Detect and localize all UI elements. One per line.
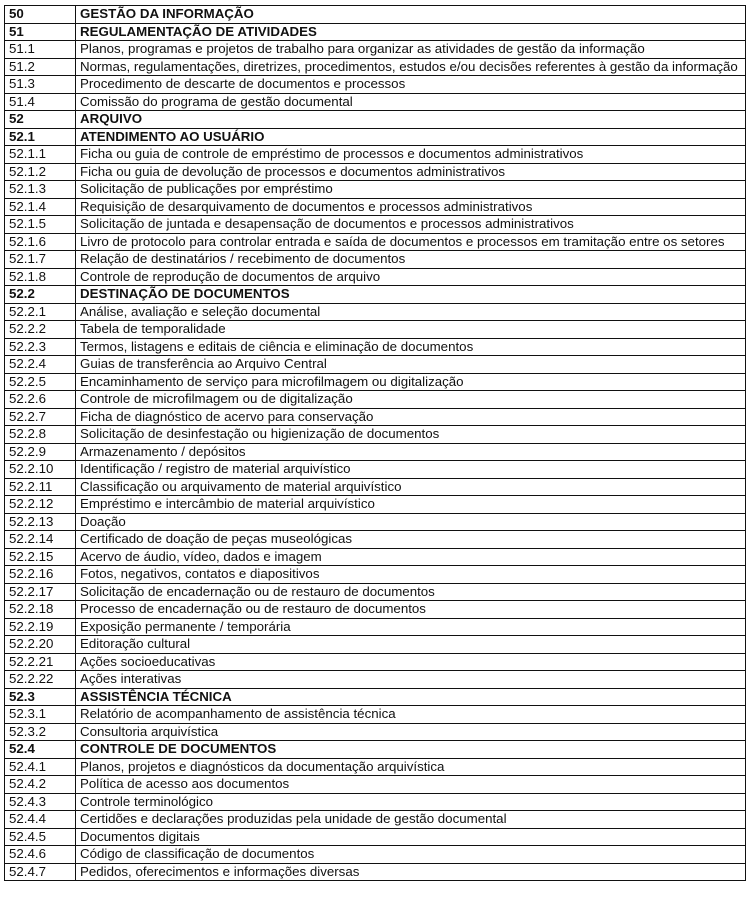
classification-table	[4, 5, 746, 881]
section-heading-row	[5, 688, 746, 706]
table-row	[5, 216, 746, 234]
item-description: Acervo de áudio, vídeo, dados e imagem	[76, 548, 746, 566]
classification-code: 52.1.2	[5, 163, 76, 181]
classification-code: 51	[5, 23, 76, 41]
item-description: Pedidos, oferecimentos e informações diversas	[76, 863, 746, 881]
table-row	[5, 181, 746, 199]
classification-code: 52.2.17	[5, 583, 76, 601]
section-title: DESTINAÇÃO DE DOCUMENTOS	[76, 286, 746, 304]
classification-code: 52.2.22	[5, 671, 76, 689]
table-row	[5, 251, 746, 269]
classification-code: 52.2	[5, 286, 76, 304]
item-description: Livro de protocolo para controlar entrada e saída de documentos e processos em tramitação entre os setores	[76, 233, 746, 251]
table-row	[5, 478, 746, 496]
classification-code: 50	[5, 6, 76, 24]
classification-code: 52.2.13	[5, 513, 76, 531]
item-description: Relação de destinatários / recebimento de documentos	[76, 251, 746, 269]
classification-code: 52.2.15	[5, 548, 76, 566]
classification-table-body	[5, 6, 746, 881]
section-title: GESTÃO DA INFORMAÇÃO	[76, 6, 746, 24]
table-row	[5, 93, 746, 111]
item-description: Encaminhamento de serviço para microfilmagem ou digitalização	[76, 373, 746, 391]
item-description: Análise, avaliação e seleção documental	[76, 303, 746, 321]
classification-code: 52.4.2	[5, 776, 76, 794]
item-description: Solicitação de juntada e desapensação de documentos e processos administrativos	[76, 216, 746, 234]
classification-code: 52.3.1	[5, 706, 76, 724]
classification-code: 52.2.10	[5, 461, 76, 479]
classification-code: 52.2.8	[5, 426, 76, 444]
table-row	[5, 443, 746, 461]
table-row	[5, 548, 746, 566]
classification-code: 52.4.5	[5, 828, 76, 846]
classification-code: 52.2.18	[5, 601, 76, 619]
table-row	[5, 163, 746, 181]
item-description: Processo de encadernação ou de restauro de documentos	[76, 601, 746, 619]
table-row	[5, 338, 746, 356]
item-description: Solicitação de encadernação ou de restauro de documentos	[76, 583, 746, 601]
classification-code: 52.1.3	[5, 181, 76, 199]
table-row	[5, 356, 746, 374]
item-description: Ações socioeducativas	[76, 653, 746, 671]
table-row	[5, 76, 746, 94]
section-heading-row	[5, 111, 746, 129]
table-row	[5, 793, 746, 811]
section-heading-row	[5, 23, 746, 41]
item-description: Exposição permanente / temporária	[76, 618, 746, 636]
table-row	[5, 706, 746, 724]
table-row	[5, 321, 746, 339]
item-description: Consultoria arquivística	[76, 723, 746, 741]
table-row	[5, 496, 746, 514]
item-description: Ficha ou guia de controle de empréstimo de processos e documentos administrativos	[76, 146, 746, 164]
table-row	[5, 513, 746, 531]
item-description: Identificação / registro de material arquivístico	[76, 461, 746, 479]
item-description: Solicitação de desinfestação ou higienização de documentos	[76, 426, 746, 444]
classification-code: 51.2	[5, 58, 76, 76]
classification-code: 52.4.6	[5, 846, 76, 864]
classification-code: 52.4.3	[5, 793, 76, 811]
table-row	[5, 373, 746, 391]
table-row	[5, 41, 746, 59]
classification-code: 52.4.7	[5, 863, 76, 881]
classification-code: 52.1.4	[5, 198, 76, 216]
classification-code: 52.1.8	[5, 268, 76, 286]
classification-code: 52.3	[5, 688, 76, 706]
item-description: Certificado de doação de peças museológicas	[76, 531, 746, 549]
item-description: Empréstimo e intercâmbio de material arquivístico	[76, 496, 746, 514]
classification-code: 52.3.2	[5, 723, 76, 741]
table-row	[5, 601, 746, 619]
item-description: Controle de microfilmagem ou de digitalização	[76, 391, 746, 409]
table-row	[5, 776, 746, 794]
item-description: Ficha de diagnóstico de acervo para conservação	[76, 408, 746, 426]
classification-code: 52.2.5	[5, 373, 76, 391]
item-description: Comissão do programa de gestão documental	[76, 93, 746, 111]
table-row	[5, 146, 746, 164]
classification-code: 52	[5, 111, 76, 129]
classification-code: 52.4	[5, 741, 76, 759]
item-description: Termos, listagens e editais de ciência e eliminação de documentos	[76, 338, 746, 356]
classification-code: 52.1	[5, 128, 76, 146]
table-row	[5, 391, 746, 409]
table-row	[5, 846, 746, 864]
table-row	[5, 758, 746, 776]
table-row	[5, 811, 746, 829]
classification-code: 52.2.2	[5, 321, 76, 339]
classification-code: 51.3	[5, 76, 76, 94]
item-description: Doação	[76, 513, 746, 531]
table-row	[5, 828, 746, 846]
classification-code: 52.2.11	[5, 478, 76, 496]
table-row	[5, 426, 746, 444]
classification-code: 52.2.9	[5, 443, 76, 461]
classification-code: 52.2.14	[5, 531, 76, 549]
item-description: Controle de reprodução de documentos de arquivo	[76, 268, 746, 286]
section-heading-row	[5, 286, 746, 304]
classification-code: 51.4	[5, 93, 76, 111]
section-heading-row	[5, 128, 746, 146]
item-description: Armazenamento / depósitos	[76, 443, 746, 461]
item-description: Normas, regulamentações, diretrizes, procedimentos, estudos e/ou decisões referentes à gestão da informação	[76, 58, 746, 76]
classification-code: 52.2.6	[5, 391, 76, 409]
classification-code: 52.2.21	[5, 653, 76, 671]
section-title: CONTROLE DE DOCUMENTOS	[76, 741, 746, 759]
classification-code: 52.2.19	[5, 618, 76, 636]
section-heading-row	[5, 6, 746, 24]
classification-code: 52.4.1	[5, 758, 76, 776]
table-row	[5, 58, 746, 76]
item-description: Procedimento de descarte de documentos e processos	[76, 76, 746, 94]
table-row	[5, 531, 746, 549]
classification-code: 52.2.16	[5, 566, 76, 584]
table-row	[5, 723, 746, 741]
table-row	[5, 863, 746, 881]
item-description: Ficha ou guia de devolução de processos e documentos administrativos	[76, 163, 746, 181]
item-description: Fotos, negativos, contatos e diapositivos	[76, 566, 746, 584]
item-description: Certidões e declarações produzidas pela unidade de gestão documental	[76, 811, 746, 829]
section-title: REGULAMENTAÇÃO DE ATIVIDADES	[76, 23, 746, 41]
table-row	[5, 671, 746, 689]
item-description: Documentos digitais	[76, 828, 746, 846]
item-description: Relatório de acompanhamento de assistência técnica	[76, 706, 746, 724]
item-description: Solicitação de publicações por empréstimo	[76, 181, 746, 199]
classification-code: 52.2.1	[5, 303, 76, 321]
classification-code: 52.2.12	[5, 496, 76, 514]
item-description: Tabela de temporalidade	[76, 321, 746, 339]
section-title: ARQUIVO	[76, 111, 746, 129]
item-description: Código de classificação de documentos	[76, 846, 746, 864]
section-title: ASSISTÊNCIA TÉCNICA	[76, 688, 746, 706]
item-description: Classificação ou arquivamento de material arquivístico	[76, 478, 746, 496]
classification-code: 52.2.3	[5, 338, 76, 356]
classification-code: 52.1.1	[5, 146, 76, 164]
section-heading-row	[5, 741, 746, 759]
item-description: Ações interativas	[76, 671, 746, 689]
table-row	[5, 198, 746, 216]
classification-code: 52.1.5	[5, 216, 76, 234]
table-row	[5, 268, 746, 286]
classification-code: 52.2.7	[5, 408, 76, 426]
section-title: ATENDIMENTO AO USUÁRIO	[76, 128, 746, 146]
table-row	[5, 618, 746, 636]
item-description: Editoração cultural	[76, 636, 746, 654]
item-description: Planos, programas e projetos de trabalho para organizar as atividades de gestão da informação	[76, 41, 746, 59]
table-row	[5, 583, 746, 601]
classification-code: 52.1.6	[5, 233, 76, 251]
classification-code: 51.1	[5, 41, 76, 59]
table-row	[5, 303, 746, 321]
classification-code: 52.2.4	[5, 356, 76, 374]
classification-code: 52.4.4	[5, 811, 76, 829]
table-row	[5, 636, 746, 654]
item-description: Guias de transferência ao Arquivo Central	[76, 356, 746, 374]
item-description: Controle terminológico	[76, 793, 746, 811]
item-description: Planos, projetos e diagnósticos da documentação arquivística	[76, 758, 746, 776]
classification-code: 52.2.20	[5, 636, 76, 654]
table-row	[5, 566, 746, 584]
classification-code: 52.1.7	[5, 251, 76, 269]
item-description: Requisição de desarquivamento de documentos e processos administrativos	[76, 198, 746, 216]
table-row	[5, 408, 746, 426]
table-row	[5, 233, 746, 251]
table-row	[5, 653, 746, 671]
table-row	[5, 461, 746, 479]
item-description: Política de acesso aos documentos	[76, 776, 746, 794]
